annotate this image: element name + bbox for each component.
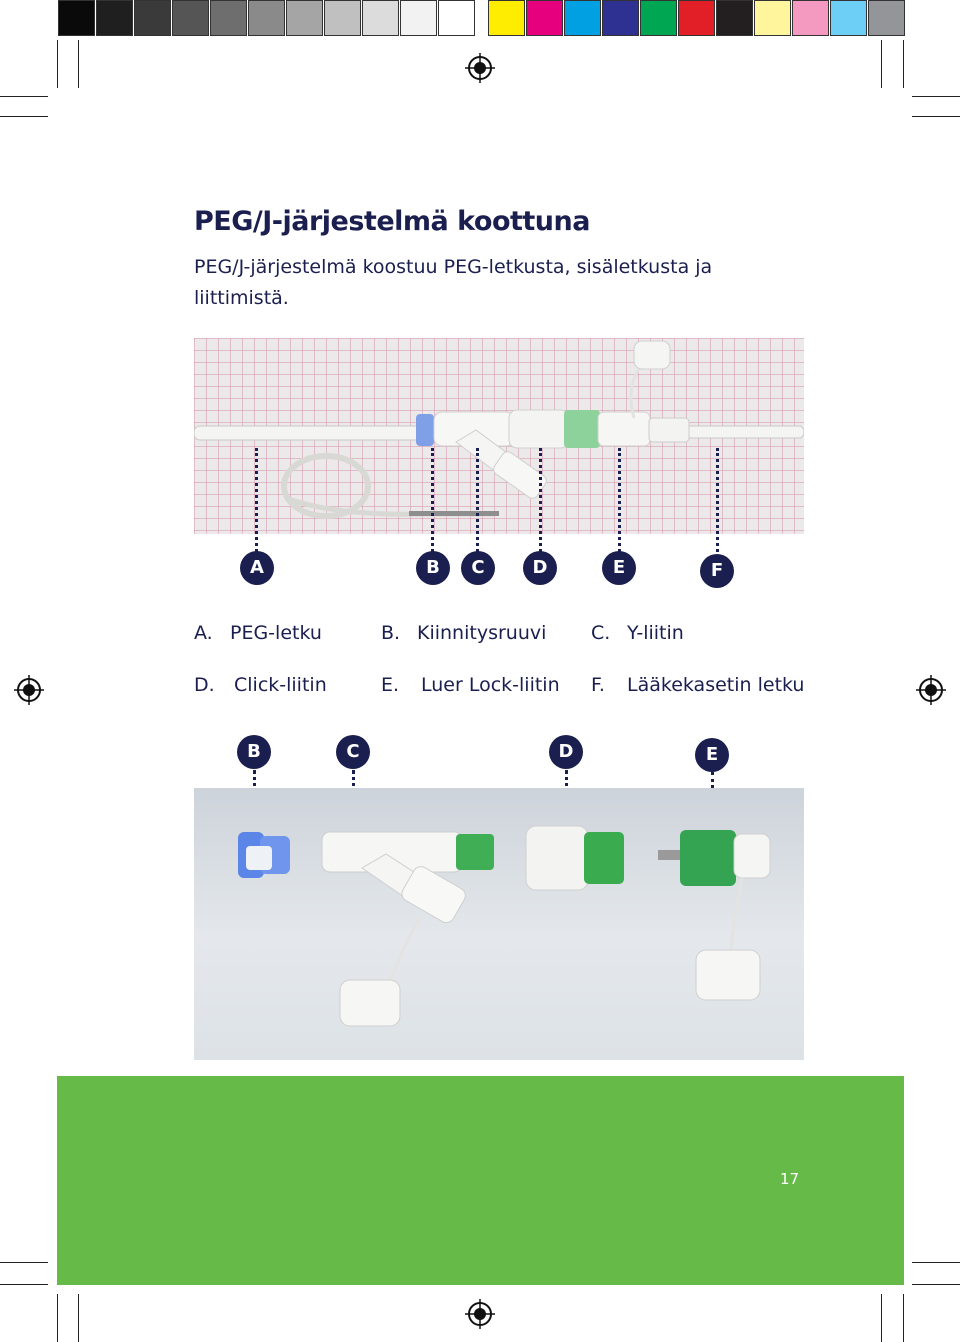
legend-label: Y-liitin: [627, 622, 684, 644]
registration-mark-icon: [916, 675, 946, 705]
crop-mark: [78, 1294, 79, 1342]
color-swatch: [324, 0, 361, 36]
crop-mark: [0, 96, 48, 97]
registration-mark-icon: [465, 1299, 495, 1329]
color-swatch: [488, 0, 525, 36]
color-swatch: [792, 0, 829, 36]
color-swatch: [248, 0, 285, 36]
page-title: PEG/J-järjestelmä koottuna: [194, 206, 590, 237]
legend-item-e: [381, 674, 560, 696]
leader-line: [476, 448, 479, 552]
color-swatch: [134, 0, 171, 36]
crop-mark: [0, 1284, 48, 1285]
badge-d: D: [549, 735, 583, 769]
legend-label: PEG-letku: [230, 622, 322, 644]
crop-mark: [903, 1294, 904, 1342]
badge-e: E: [695, 738, 729, 772]
legend-item-f: [591, 674, 804, 696]
intro-paragraph: PEG/J-järjestelmä koostuu PEG-letkusta, sisäletkusta ja liittimistä.: [194, 256, 713, 309]
crop-mark: [912, 1262, 960, 1263]
legend-label: Kiinnitysruuvi: [417, 622, 547, 644]
leader-line: [255, 448, 258, 552]
crop-mark: [57, 40, 58, 88]
assembled-system-photo: [194, 338, 804, 534]
badge-c: C: [461, 551, 495, 585]
footer-panel: [57, 1076, 904, 1285]
crop-mark: [78, 40, 79, 88]
legend-letter: B.: [381, 622, 401, 644]
crop-mark: [881, 1294, 882, 1342]
assembled-system-illustration: [194, 338, 804, 534]
color-swatch: [400, 0, 437, 36]
color-swatch: [210, 0, 247, 36]
legend-label: Luer Lock-liitin: [421, 674, 560, 696]
crop-mark: [903, 40, 904, 88]
legend-letter: D.: [194, 674, 215, 696]
leader-line: [618, 448, 621, 552]
legend-letter: A.: [194, 622, 213, 644]
page-number: 17: [780, 1170, 800, 1188]
legend-letter: F.: [591, 674, 605, 696]
color-swatch: [172, 0, 209, 36]
registration-mark-icon: [465, 53, 495, 83]
color-swatch: [438, 0, 475, 36]
legend-item-b: [381, 622, 546, 644]
color-swatch: [640, 0, 677, 36]
color-swatch: [526, 0, 563, 36]
color-swatch: [564, 0, 601, 36]
color-swatch: [868, 0, 905, 36]
legend-item-a: [194, 622, 322, 644]
crop-mark: [912, 1284, 960, 1285]
color-calibration-bar: [58, 0, 906, 40]
color-swatch: [58, 0, 95, 36]
leader-line: [716, 448, 719, 552]
badge-b: B: [416, 551, 450, 585]
crop-mark: [0, 116, 48, 117]
crop-mark: [912, 116, 960, 117]
color-swatch: [602, 0, 639, 36]
badge-f: F: [700, 554, 734, 588]
registration-mark-icon: [14, 675, 44, 705]
connectors-photo: [194, 788, 804, 1060]
color-swatch: [716, 0, 753, 36]
legend-item-c: [591, 622, 684, 644]
crop-mark: [0, 1262, 48, 1263]
badge-b: B: [237, 735, 271, 769]
color-swatch: [678, 0, 715, 36]
crop-mark: [912, 96, 960, 97]
connectors-illustration: [194, 788, 804, 1060]
color-swatch: [286, 0, 323, 36]
leader-line: [539, 448, 542, 552]
color-swatch: [830, 0, 867, 36]
badge-a: A: [240, 551, 274, 585]
leader-line: [431, 448, 434, 552]
color-swatch: [96, 0, 133, 36]
badge-c: C: [336, 735, 370, 769]
legend-letter: E.: [381, 674, 400, 696]
crop-mark: [881, 40, 882, 88]
badge-d: D: [523, 551, 557, 585]
legend-letter: C.: [591, 622, 611, 644]
legend-item-d: [194, 674, 327, 696]
legend-label: Click-liitin: [234, 674, 327, 696]
color-swatch: [754, 0, 791, 36]
crop-mark: [57, 1294, 58, 1342]
badge-e: E: [602, 551, 636, 585]
legend-label: Lääkekasetin letku: [627, 674, 805, 696]
color-swatch: [362, 0, 399, 36]
